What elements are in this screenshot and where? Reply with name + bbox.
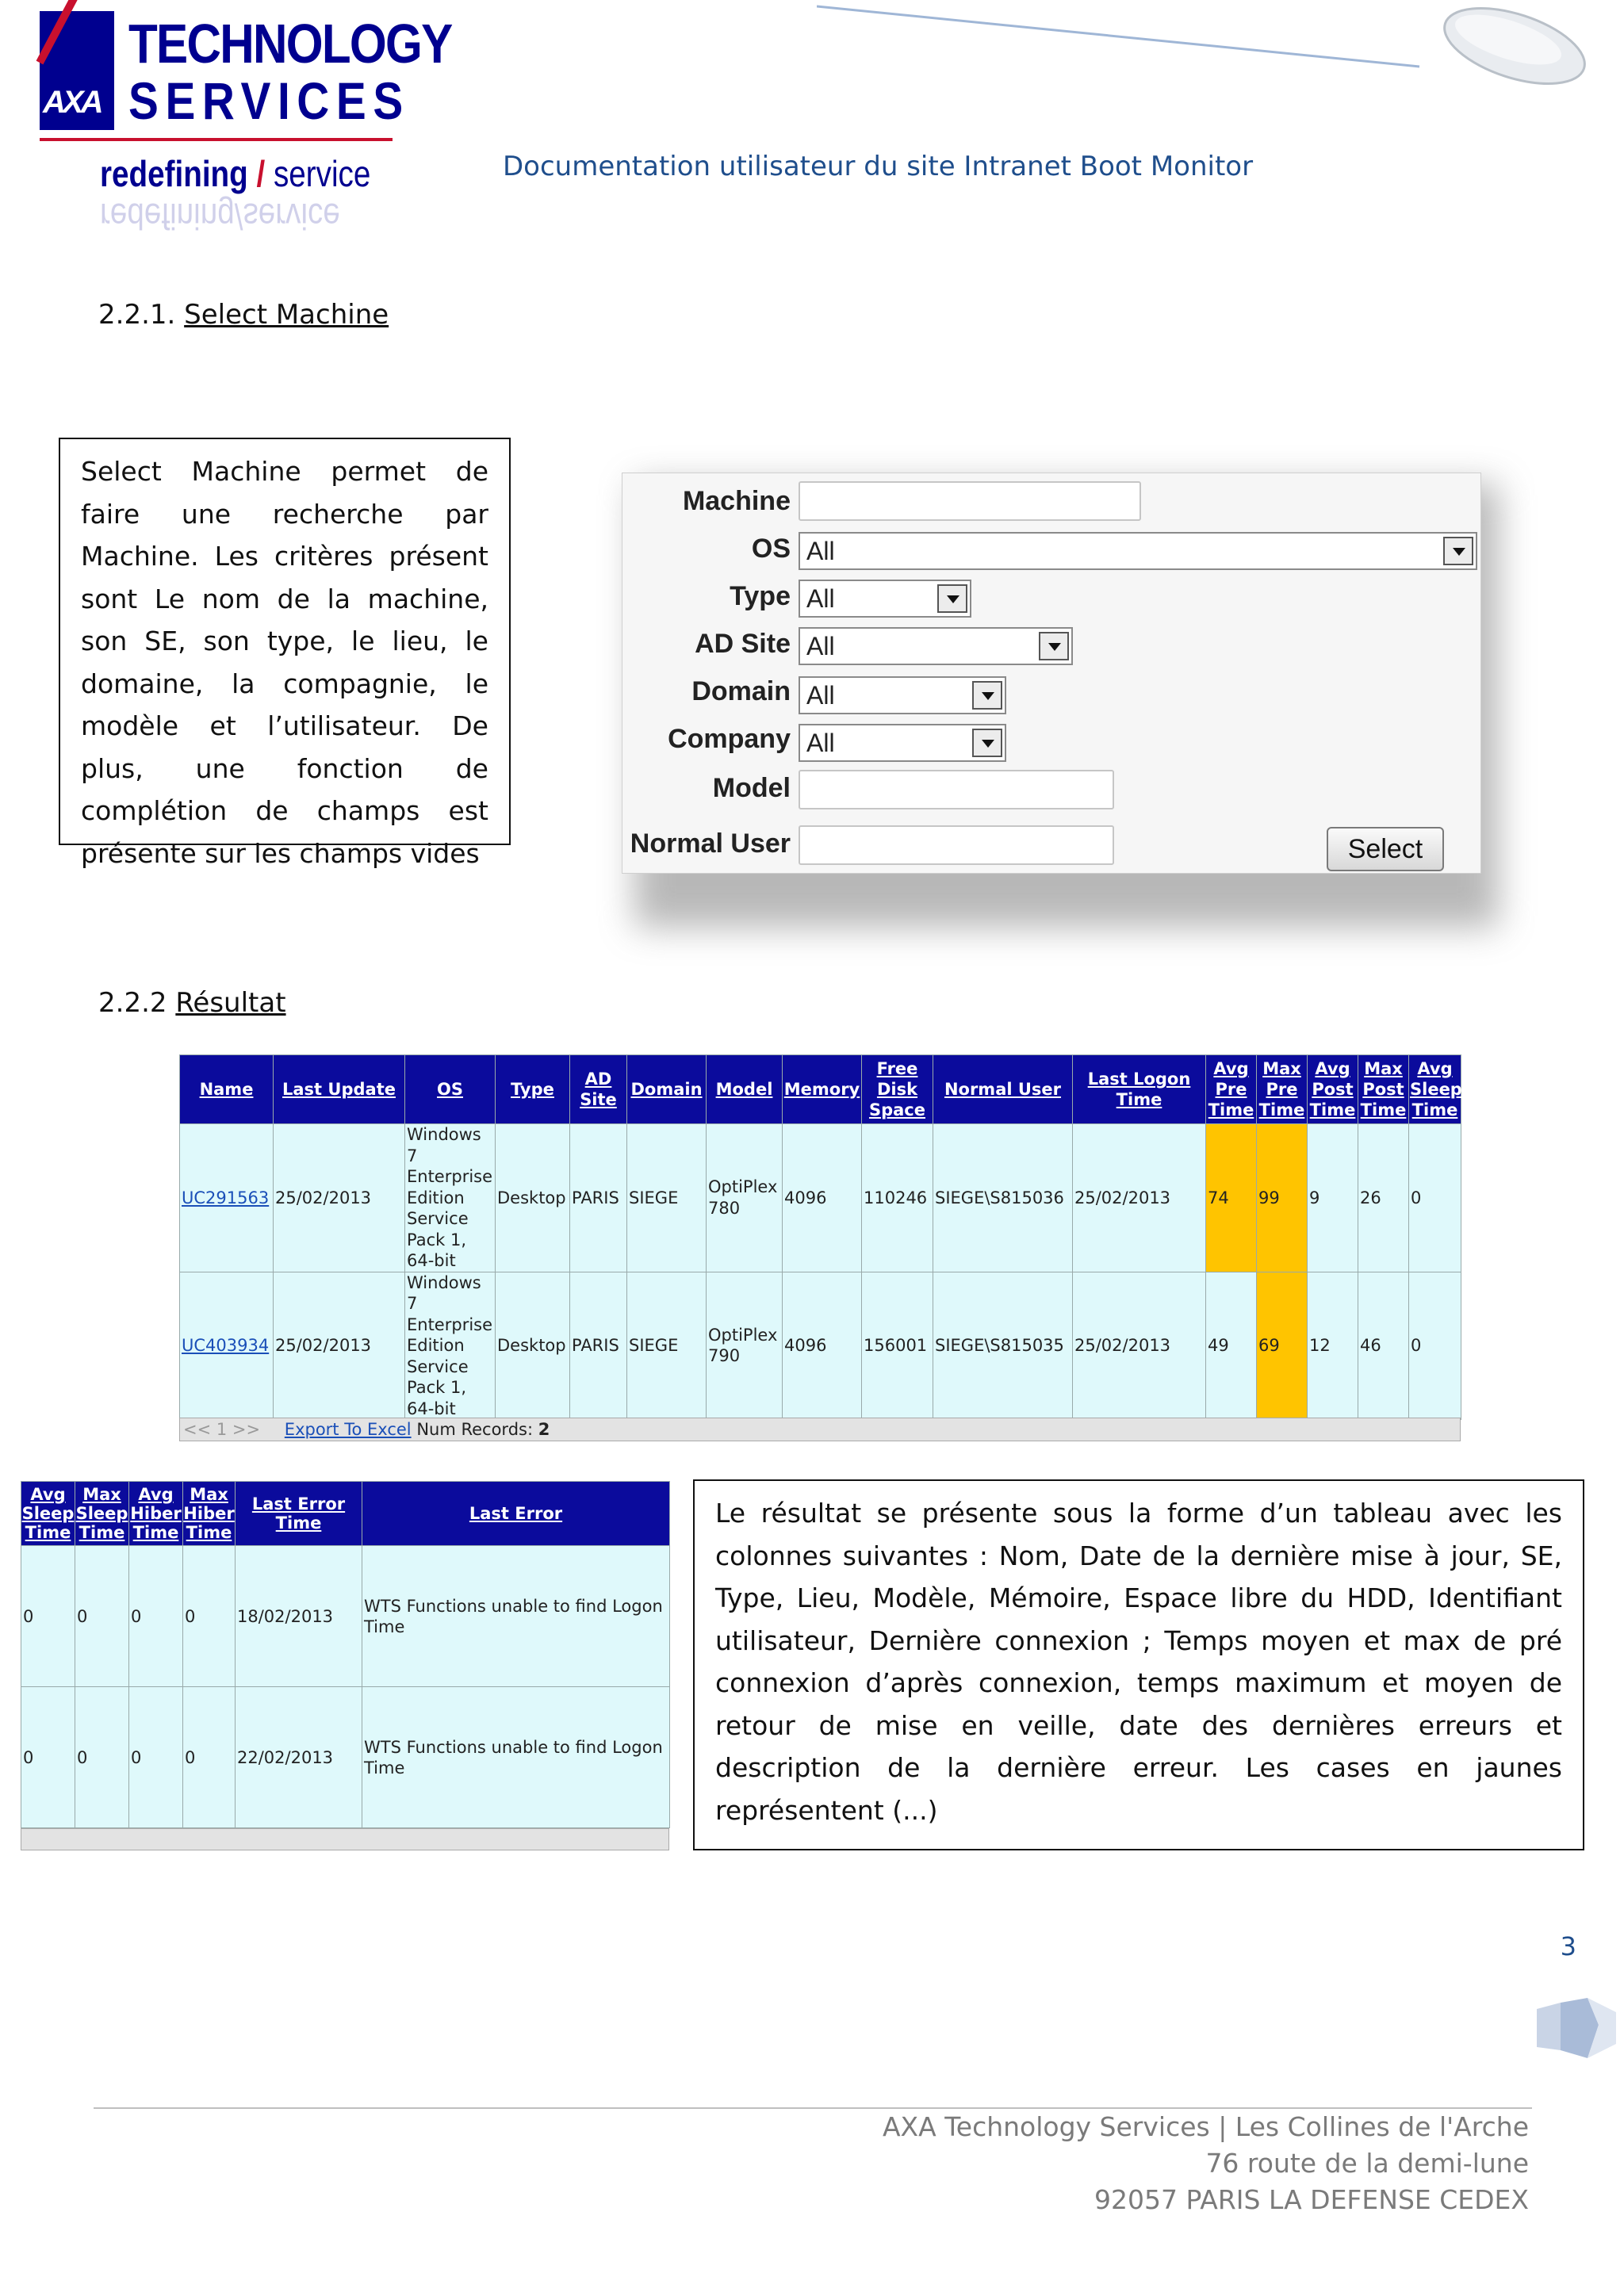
adsite-select-value: All [806,632,835,660]
tagline-separator: / [256,153,266,194]
cell-avg-pre-highlighted: 74 [1206,1124,1257,1272]
section-title: Résultat [175,987,286,1019]
cell-last-update: 25/02/2013 [274,1124,405,1272]
cell-ad-site: PARIS [570,1124,627,1272]
logo-tagline [100,155,370,192]
domain-label: Domain [691,676,791,706]
page-number: 3 [1560,1931,1576,1961]
select-machine-form [622,473,1481,874]
cell-avg-sleep: 0 [21,1546,75,1687]
cell-avg-post: 12 [1308,1272,1358,1420]
column-header-max-sleep-time[interactable]: Max Sleep Time [75,1482,129,1546]
num-records-value: 2 [538,1420,550,1439]
column-header-normal-user[interactable]: Normal User [933,1055,1073,1124]
chevron-down-icon[interactable] [937,584,967,613]
page-corner-decoration-icon [1537,1998,1616,2061]
chevron-down-icon[interactable] [1443,537,1473,565]
column-header-avg-sleep-time[interactable]: Avg Sleep Time [21,1482,75,1546]
type-select-value: All [806,584,835,613]
type-select[interactable] [799,580,971,618]
results-table [179,1054,1461,1420]
table-row [180,1272,1461,1420]
results-pager [179,1418,1461,1441]
column-header-os[interactable]: OS [405,1055,496,1124]
cell-last-error: WTS Functions unable to find Logon Time [362,1546,670,1687]
cell-memory: 4096 [783,1124,862,1272]
cell-last-error-time: 22/02/2013 [236,1687,362,1828]
os-select[interactable] [799,532,1477,570]
header-decoration [817,0,1610,95]
company-select[interactable] [799,724,1006,762]
column-header-last-update[interactable]: Last Update [274,1055,405,1124]
document-title: Documentation utilisateur du site Intranet Boot Monitor [503,151,1254,182]
cell-os: Windows 7 Enterprise Edition Service Pack 1, 64-bit [405,1272,496,1420]
table-row [21,1546,670,1687]
resultat-description: Le résultat se présente sous la forme d’un tableau avec les colonnes suivantes : Nom, Date de la dernière mise à jour, SE, Type, Lieu, Modèle, Mémoire, Espace libre du HDD, Identifiant utilisateur, Dernière connexion ; Temps moyen et max de pré connexion d’après connexion, temps maximum et moyen de retour de mise en veille, date des dernières erreurs et description de la dernière erreur. Les cases en jaunes représentent (...) [693,1479,1584,1850]
chevron-down-icon[interactable] [1039,632,1069,660]
cell-max-hiber: 0 [183,1546,236,1687]
tagline-word-2: service [273,153,371,194]
cell-max-hiber: 0 [183,1687,236,1828]
machine-input[interactable] [799,481,1141,521]
table-row [180,1124,1461,1272]
cell-last-logon: 25/02/2013 [1073,1124,1206,1272]
cell-max-post: 46 [1358,1272,1409,1420]
cell-avg-pre: 49 [1206,1272,1257,1420]
normal-user-input[interactable] [799,825,1114,865]
cell-ad-site: PARIS [570,1272,627,1420]
cell-domain: SIEGE [627,1124,707,1272]
cell-max-pre-highlighted: 69 [1257,1272,1308,1420]
column-header-free-disk-space[interactable]: Free Disk Space [862,1055,933,1124]
os-label: OS [751,534,791,564]
column-header-memory[interactable]: Memory [783,1055,862,1124]
column-header-domain[interactable]: Domain [627,1055,707,1124]
cell-avg-hiber: 0 [129,1687,183,1828]
cell-avg-hiber: 0 [129,1546,183,1687]
cell-domain: SIEGE [627,1272,707,1420]
logo-technology-text: TECHNOLOGY [128,13,452,75]
export-to-excel-link[interactable]: Export To Excel [284,1420,412,1439]
cell-max-post: 26 [1358,1124,1409,1272]
axa-logo-text: AXA [43,85,101,120]
tagline-word-1: redefining [100,153,248,194]
cell-last-error-time: 18/02/2013 [236,1546,362,1687]
cell-last-logon: 25/02/2013 [1073,1272,1206,1420]
type-label: Type [730,581,791,611]
select-machine-description: Select Machine permet de faire une recherche par Machine. Les critères présent sont Le nom de la machine, son SE, son type, le lieu, le domaine, la compagnie, le modèle et l’utilisateur. De plus, une fonction de complétion de champs est présente sur les champs vides [59,438,511,845]
footer-city-line: 92057 PARIS LA DEFENSE CEDEX [1094,2184,1529,2215]
pagination-control[interactable]: << 1 >> [183,1420,261,1439]
column-header-name[interactable]: Name [180,1055,274,1124]
machine-name-link[interactable]: UC403934 [180,1272,274,1420]
model-input[interactable] [799,770,1114,809]
column-header-avg-sleep-time[interactable]: Avg Sleep Time [1409,1055,1461,1124]
cell-max-pre-highlighted: 99 [1257,1124,1308,1272]
num-records-label: Num Records: [416,1420,534,1439]
cell-last-update: 25/02/2013 [274,1272,405,1420]
column-header-ad-site[interactable]: AD Site [570,1055,627,1124]
domain-select[interactable] [799,676,1006,714]
section-number: 2.2.2 [98,987,167,1019]
results-table-footer [21,1828,669,1850]
cell-normal-user: SIEGE\S815035 [933,1272,1073,1420]
axa-logo-mark [40,11,114,130]
column-header-avg-hiber-time[interactable]: Avg Hiber Time [129,1482,183,1546]
logo-services-text: SERVICES [128,71,410,130]
chevron-down-icon[interactable] [972,681,1002,710]
column-header-model[interactable]: Model [707,1055,783,1124]
company-label: Company [668,724,791,754]
footer-address [883,2109,1529,2218]
cell-last-error: WTS Functions unable to find Logon Time [362,1687,670,1828]
normal-user-label: Normal User [630,828,791,859]
logo-divider [40,138,393,141]
section-number: 2.2.1. [98,299,176,331]
column-header-type[interactable]: Type [496,1055,570,1124]
column-header-max-pre-time[interactable]: Max Pre Time [1257,1055,1308,1124]
cell-free-disk: 110246 [862,1124,933,1272]
footer-street-line: 76 route de la demi-lune [1205,2148,1529,2179]
logo-tagline-reflection: redefining/service [100,196,340,237]
cell-model: OptiPlex 790 [707,1272,783,1420]
cell-avg-post: 9 [1308,1124,1358,1272]
adsite-label: AD Site [695,629,791,659]
footer-company-line: AXA Technology Services | Les Collines de l'Arche [882,2111,1529,2142]
column-header-max-hiber-time[interactable]: Max Hiber Time [183,1482,236,1546]
column-header-avg-post-time[interactable]: Avg Post Time [1308,1055,1358,1124]
cell-free-disk: 156001 [862,1272,933,1420]
results-table-continued [21,1481,670,1828]
section-heading-select-machine [98,299,389,331]
table-row [21,1687,670,1828]
cell-avg-sleep: 0 [1409,1124,1461,1272]
section-title: Select Machine [184,299,389,331]
column-header-avg-pre-time[interactable]: Avg Pre Time [1206,1055,1257,1124]
axa-red-stripe [36,0,99,64]
company-select-value: All [806,729,835,757]
machine-label: Machine [682,486,791,516]
model-label: Model [712,773,791,803]
domain-select-value: All [806,681,835,710]
os-select-value: All [806,537,835,565]
chevron-down-icon[interactable] [972,729,1002,757]
cell-avg-sleep: 0 [1409,1272,1461,1420]
column-header-max-post-time[interactable]: Max Post Time [1358,1055,1409,1124]
cell-normal-user: SIEGE\S815036 [933,1124,1073,1272]
column-header-last-error[interactable]: Last Error [362,1482,670,1546]
cell-model: OptiPlex 780 [707,1124,783,1272]
cell-type: Desktop [496,1124,570,1272]
adsite-select[interactable] [799,627,1073,665]
cell-os: Windows 7 Enterprise Edition Service Pack 1, 64-bit [405,1124,496,1272]
cell-max-sleep: 0 [75,1687,129,1828]
machine-name-link[interactable]: UC291563 [180,1124,274,1272]
select-button[interactable]: Select [1327,827,1444,871]
column-header-last-logon-time[interactable]: Last Logon Time [1073,1055,1206,1124]
company-logo [40,8,452,254]
cell-avg-sleep: 0 [21,1687,75,1828]
column-header-last-error-time[interactable]: Last Error Time [236,1482,362,1546]
section-heading-resultat [98,987,286,1019]
cell-max-sleep: 0 [75,1546,129,1687]
cell-type: Desktop [496,1272,570,1420]
cell-memory: 4096 [783,1272,862,1420]
